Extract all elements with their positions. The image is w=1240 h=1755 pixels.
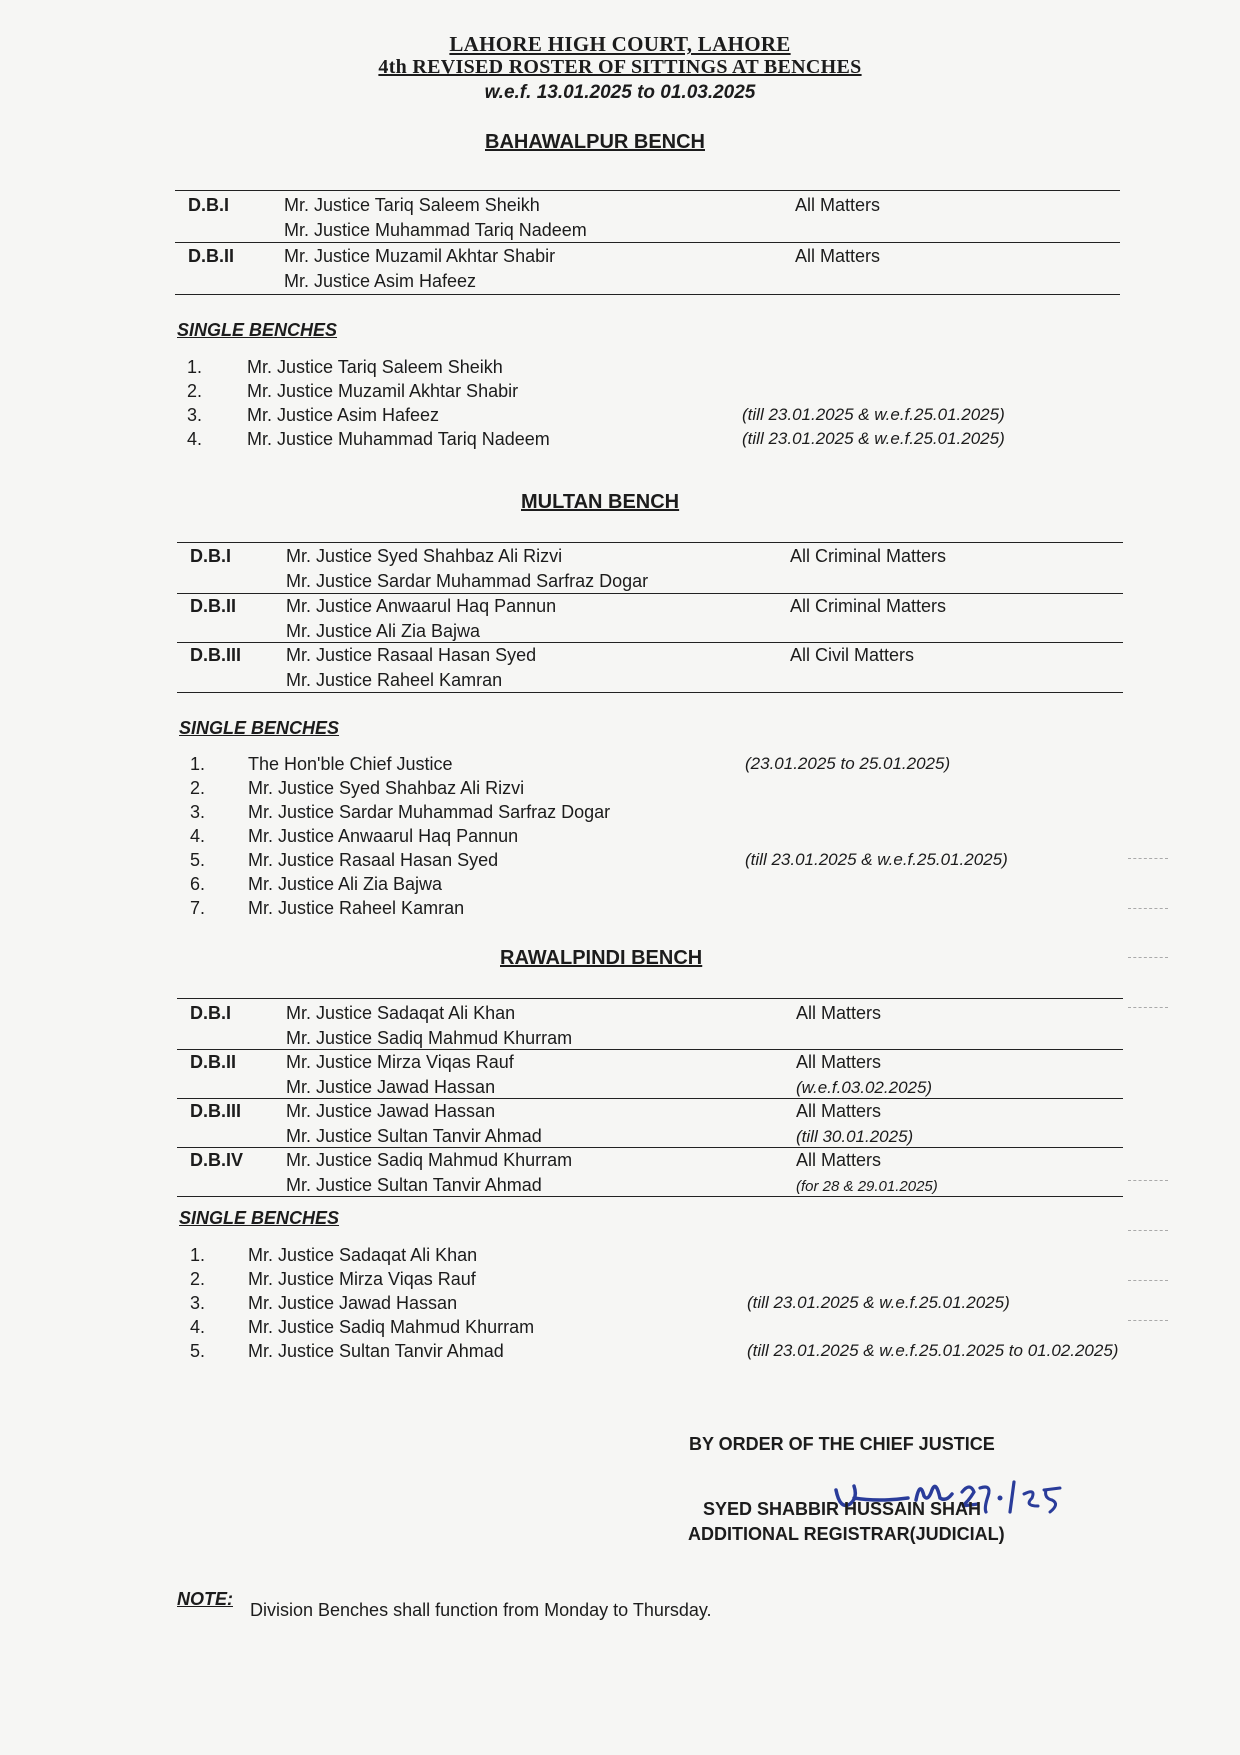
bench-title-multan: MULTAN BENCH [521,491,680,513]
judge-name: Mr. Justice Anwaarul Haq Pannun [286,596,557,616]
sitting-note: (23.01.2025 to 25.01.2025) [745,754,951,773]
single-benches-heading: SINGLE BENCHES [179,1208,340,1228]
judge-name: Mr. Justice Muzamil Akhtar Shabir [247,381,519,401]
sitting-note: (till 23.01.2025 & w.e.f.25.01.2025) [745,850,1008,869]
bench-code: D.B.I [190,1003,232,1023]
judge-name: Mr. Justice Muhammad Tariq Nadeem [284,220,587,240]
table-rule [175,242,1120,243]
judge-name: Mr. Justice Jawad Hassan [286,1101,496,1121]
bench-matters: All Matters [795,195,881,215]
list-number: 7. [190,898,206,918]
judge-name: Mr. Justice Mirza Viqas Rauf [286,1052,514,1072]
table-rule [177,692,1123,693]
bench-matters: All Matters [796,1052,882,1072]
bench-note: (for 28 & 29.01.2025) [796,1178,938,1195]
judge-name: Mr. Justice Asim Hafeez [284,271,477,291]
bench-code: D.B.I [190,546,232,566]
single-benches-heading: SINGLE BENCHES [179,718,340,738]
table-rule [175,294,1120,295]
sitting-note: (till 23.01.2025 & w.e.f.25.01.2025) [747,1293,1010,1312]
bench-code: D.B.I [188,195,230,215]
sitting-note: (till 23.01.2025 & w.e.f.25.01.2025) [742,405,1005,424]
judge-name: Mr. Justice Ali Zia Bajwa [248,874,443,894]
division-bench-row [190,1148,1120,1198]
list-number: 4. [190,826,206,846]
court-title: LAHORE HIGH COURT, LAHORE [449,32,791,56]
judge-name: Mr. Justice Muhammad Tariq Nadeem [247,429,550,449]
list-number: 1. [190,754,206,774]
division-bench-row [190,544,1120,594]
division-bench-row [188,244,1118,294]
list-number: 4. [190,1317,206,1337]
judge-name: Mr. Justice Tariq Saleem Sheikh [247,357,503,377]
margin-mark [1128,1280,1168,1281]
bench-matters: All Matters [796,1101,882,1121]
note-text: Division Benches shall function from Monday to Thursday. [250,1600,712,1620]
list-number: 2. [190,1269,206,1289]
judge-name: Mr. Justice Raheel Kamran [248,898,465,918]
judge-name: Mr. Justice Anwaarul Haq Pannun [248,826,519,846]
list-number: 3. [190,1293,206,1313]
single-benches-list [190,752,1090,922]
judge-name: Mr. Justice Sadiq Mahmud Khurram [286,1150,573,1170]
margin-mark [1128,1180,1168,1181]
table-rule [177,998,1123,999]
judge-name: Mr. Justice Sardar Muhammad Sarfraz Dogar [248,802,611,822]
bench-matters: All Matters [796,1150,882,1170]
bench-matters: All Matters [795,246,881,266]
list-number: 1. [187,357,203,377]
margin-mark [1128,1230,1168,1231]
list-number: 5. [190,850,206,870]
judge-name: Mr. Justice Asim Hafeez [247,405,440,425]
table-rule [175,190,1120,191]
bench-code: D.B.III [190,645,242,665]
judge-name: Mr. Justice Sadiq Mahmud Khurram [286,1028,573,1048]
roster-period: w.e.f. 13.01.2025 to 01.03.2025 [484,82,756,103]
judge-name: Mr. Justice Sultan Tanvir Ahmad [286,1175,542,1195]
judge-name: Mr. Justice Rasaal Hasan Syed [286,645,537,665]
judge-name: Mr. Justice Sultan Tanvir Ahmad [286,1126,542,1146]
judge-name: Mr. Justice Sadaqat Ali Khan [286,1003,516,1023]
roster-title: 4th REVISED ROSTER OF SITTINGS AT BENCHES [378,56,862,78]
judge-name: Mr. Justice Sultan Tanvir Ahmad [248,1341,504,1361]
judge-name: The Hon'ble Chief Justice [248,754,453,774]
judge-name: Mr. Justice Raheel Kamran [286,670,503,690]
bench-code: D.B.II [190,596,237,616]
bench-title-rawalpindi: RAWALPINDI BENCH [500,947,703,969]
signatory-designation: ADDITIONAL REGISTRAR(JUDICIAL) [688,1524,1005,1544]
list-number: 1. [190,1245,206,1265]
list-number: 3. [190,802,206,822]
judge-name: Mr. Justice Jawad Hassan [286,1077,496,1097]
division-bench-row [190,643,1120,693]
division-bench-row [190,1001,1120,1051]
list-number: 2. [190,778,206,798]
bench-matters: All Criminal Matters [790,546,947,566]
list-number: 2. [187,381,203,401]
margin-mark [1128,957,1168,958]
bench-title-bahawalpur: BAHAWALPUR BENCH [485,131,705,153]
margin-mark [1128,1320,1168,1321]
judge-name: Mr. Justice Muzamil Akhtar Shabir [284,246,556,266]
bench-code: D.B.II [188,246,235,266]
signatory-name: SYED SHABBIR HUSSAIN SHAH [703,1499,982,1519]
margin-mark [1128,858,1168,859]
table-rule [177,1196,1123,1197]
bench-matters: All Civil Matters [790,645,915,665]
margin-mark [1128,908,1168,909]
sitting-note: (till 23.01.2025 & w.e.f.25.01.2025) [742,429,1005,448]
order-line: BY ORDER OF THE CHIEF JUSTICE [689,1434,995,1454]
single-benches-list [190,1243,1190,1368]
list-number: 6. [190,874,206,894]
judge-name: Mr. Justice Ali Zia Bajwa [286,621,481,641]
division-bench-row [190,1099,1120,1149]
judge-name: Mr. Justice Tariq Saleem Sheikh [284,195,540,215]
list-number: 4. [187,429,203,449]
bench-code: D.B.IV [190,1150,244,1170]
list-number: 3. [187,405,203,425]
judge-name: Mr. Justice Syed Shahbaz Ali Rizvi [286,546,563,566]
judge-name: Mr. Justice Sadiq Mahmud Khurram [248,1317,535,1337]
margin-mark [1128,1007,1168,1008]
single-benches-list [187,355,1087,455]
division-bench-row [190,1050,1120,1100]
division-bench-row [190,594,1120,644]
judge-name: Mr. Justice Mirza Viqas Rauf [248,1269,476,1289]
judge-name: Mr. Justice Rasaal Hasan Syed [248,850,499,870]
bench-code: D.B.III [190,1101,242,1121]
bench-note: (w.e.f.03.02.2025) [796,1078,933,1097]
judge-name: Mr. Justice Syed Shahbaz Ali Rizvi [248,778,525,798]
list-number: 5. [190,1341,206,1361]
judge-name: Mr. Justice Sardar Muhammad Sarfraz Dogar [286,571,649,591]
judge-name: Mr. Justice Jawad Hassan [248,1293,458,1313]
single-benches-heading: SINGLE BENCHES [177,320,338,340]
bench-matters: All Criminal Matters [790,596,947,616]
division-bench-row [188,193,1118,243]
judge-name: Mr. Justice Sadaqat Ali Khan [248,1245,478,1265]
sitting-note: (till 23.01.2025 & w.e.f.25.01.2025 to 01.02.2025) [747,1341,1119,1360]
table-rule [177,542,1123,543]
note-heading: NOTE: [177,1589,233,1609]
bench-code: D.B.II [190,1052,237,1072]
bench-matters: All Matters [796,1003,882,1023]
bench-note: (till 30.01.2025) [796,1127,914,1146]
